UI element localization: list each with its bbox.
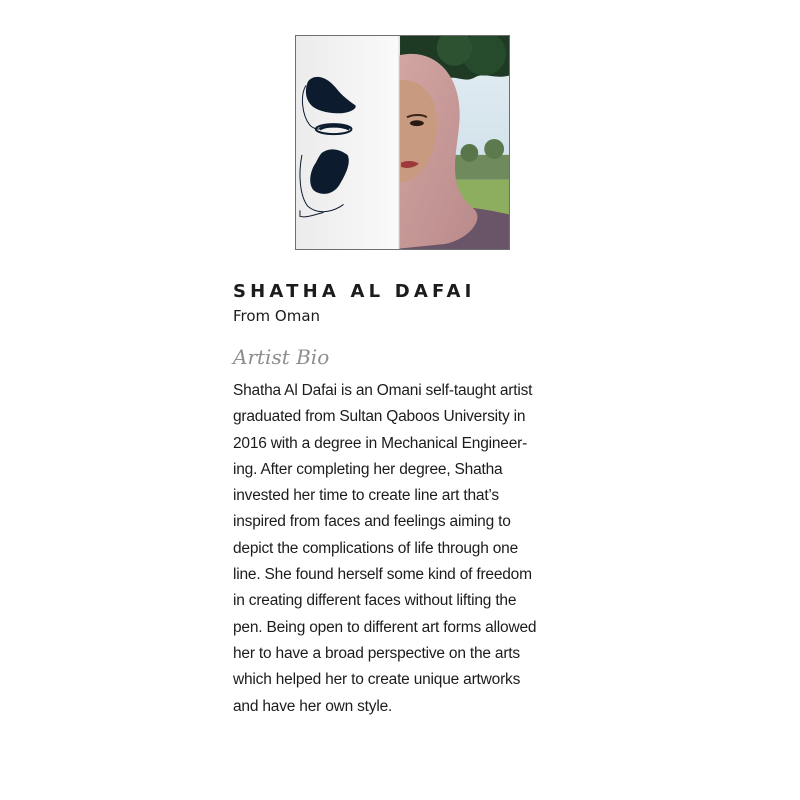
bio-line: depict the complications of life through one: [233, 539, 519, 557]
bio-line: invested her time to create line art that’s: [233, 487, 499, 505]
bio-line: inspired from faces and feelings aiming to: [233, 513, 511, 531]
bio-line: Shatha Al Dafai is an Omani self-taught artist: [233, 382, 533, 399]
bio-line: in creating different faces without lifting the: [233, 592, 517, 610]
bio-body: [233, 378, 578, 720]
bio-line: graduated from Sultan Qaboos University in: [233, 408, 526, 426]
artist-origin: From Oman: [233, 307, 321, 325]
artist-name: SHATHA AL DAFAI: [233, 281, 476, 302]
artist-portrait: [295, 35, 510, 250]
bio-line: which helped her to create unique artworks: [233, 671, 521, 689]
bio-line: her to have a broad perspective on the arts: [233, 644, 520, 662]
bio-line: and have her own style.: [233, 697, 393, 715]
artist-portrait-image: [296, 36, 509, 249]
bio-line: ing. After completing her degree, Shatha: [233, 460, 503, 478]
bio-line: 2016 with a degree in Mechanical Engineer-: [233, 434, 528, 452]
bio-line: pen. Being open to different art forms allowed: [233, 618, 537, 636]
bio-heading: Artist Bio: [233, 345, 330, 369]
bio-line: line. She found herself some kind of freedom: [233, 566, 532, 584]
